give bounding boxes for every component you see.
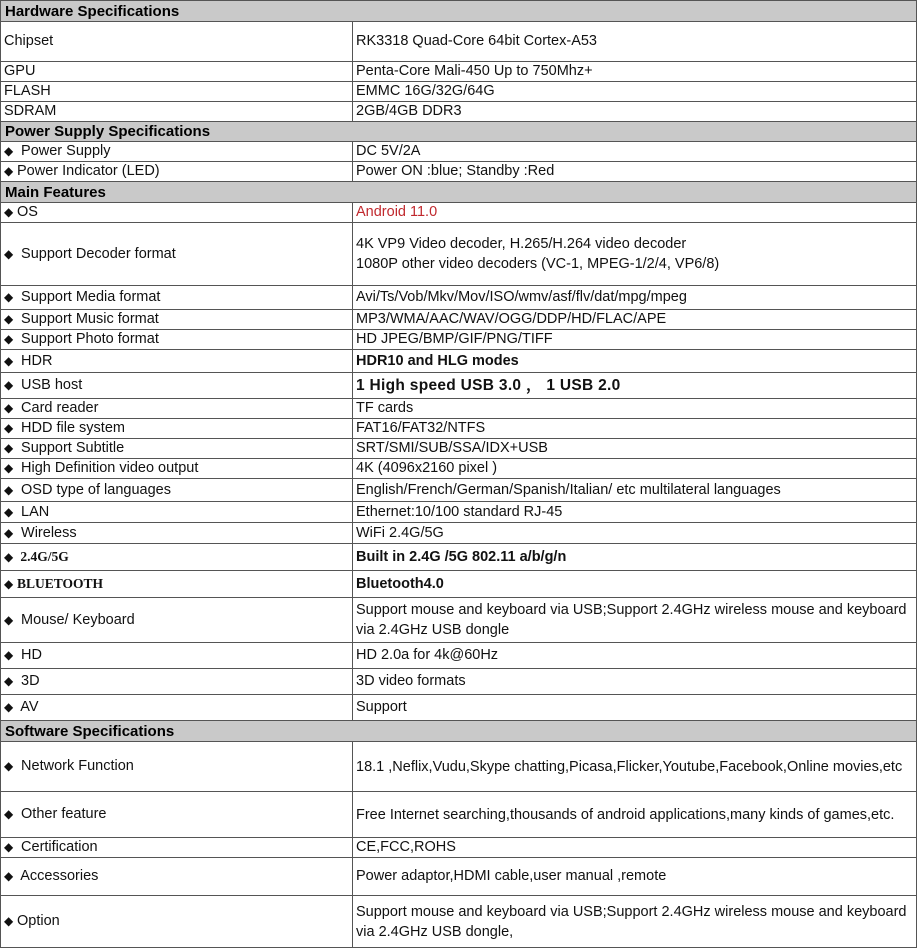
spec-row-other-feature xyxy=(1,792,917,838)
bullet-diamond-icon: ◆ xyxy=(4,550,14,564)
spec-label: SDRAM xyxy=(1,102,353,122)
spec-row-power-supply xyxy=(1,142,917,162)
bullet-diamond-icon: ◆ xyxy=(4,840,14,854)
spec-value: HD 2.0a for 4k@60Hz xyxy=(353,643,917,669)
bullet-diamond-icon: ◆ xyxy=(4,525,14,540)
spec-value: DC 5V/2A xyxy=(353,142,917,162)
bullet-diamond-icon: ◆ xyxy=(4,674,14,688)
spec-label: Network Function xyxy=(17,758,134,774)
spec-label: Accessories xyxy=(17,868,99,884)
spec-row-wifi-bands xyxy=(1,544,917,571)
bullet-diamond-icon: ◆ xyxy=(4,700,14,714)
spec-row-sdram xyxy=(1,102,917,122)
bullet-diamond-icon: ◆ xyxy=(4,401,14,415)
spec-label: Support Decoder format xyxy=(17,245,176,262)
spec-row-gpu xyxy=(1,62,917,82)
spec-label: Support Music format xyxy=(17,311,159,327)
bullet-diamond-icon: ◆ xyxy=(4,648,14,662)
spec-value: EMMC 16G/32G/64G xyxy=(353,82,917,102)
bullet-diamond-icon: ◆ xyxy=(4,441,14,455)
spec-value: Power adaptor,HDMI cable,user manual ,remote xyxy=(353,858,917,896)
bullet-diamond-icon: ◆ xyxy=(4,914,14,928)
bullet-diamond-icon: ◆ xyxy=(4,205,14,219)
spec-row-media-format xyxy=(1,286,917,310)
spec-row-hdr xyxy=(1,350,917,373)
spec-value: Support xyxy=(353,695,917,721)
spec-value: Avi/Ts/Vob/Mkv/Mov/ISO/wmv/asf/flv/dat/mpg/mpeg xyxy=(353,286,917,310)
spec-label: Other feature xyxy=(17,806,107,822)
spec-row-decoder xyxy=(1,223,917,286)
spec-label: Power Supply xyxy=(17,143,111,159)
spec-label: Wireless xyxy=(17,524,77,541)
spec-row-lan xyxy=(1,502,917,523)
spec-label: HD xyxy=(17,647,42,663)
spec-row-bluetooth xyxy=(1,571,917,598)
spec-value: 4K (4096x2160 pixel ) xyxy=(353,459,917,479)
spec-label: Certification xyxy=(17,839,98,855)
spec-row-option xyxy=(1,896,917,948)
spec-label: BLUETOOTH xyxy=(17,576,104,591)
spec-row-certification xyxy=(1,838,917,858)
section-title: Main Features xyxy=(1,182,917,203)
spec-value: 3D video formats xyxy=(353,669,917,695)
bullet-diamond-icon: ◆ xyxy=(4,164,14,178)
spec-value: Power ON :blue; Standby :Red xyxy=(353,162,917,182)
spec-row-video-output xyxy=(1,459,917,479)
spec-label: Support Subtitle xyxy=(17,440,125,456)
bullet-diamond-icon: ◆ xyxy=(4,482,14,497)
spec-value: Android 11.0 xyxy=(353,203,917,223)
spec-label: Mouse/ Keyboard xyxy=(17,611,135,628)
spec-row-mouse-keyboard xyxy=(1,598,917,643)
spec-value: MP3/WMA/AAC/WAV/OGG/DDP/HD/FLAC/APE xyxy=(353,310,917,330)
spec-value: HDR10 and HLG modes xyxy=(353,350,917,373)
bullet-diamond-icon: ◆ xyxy=(4,144,14,158)
section-features xyxy=(1,182,917,203)
section-software xyxy=(1,721,917,742)
spec-value: Ethernet:10/100 standard RJ-45 xyxy=(353,502,917,523)
spec-label: FLASH xyxy=(1,82,353,102)
section-title: Hardware Specifications xyxy=(1,1,917,22)
spec-value-line-2: 1080P other video decoders (VC-1, MPEG-1/2/4, VP6/8) xyxy=(356,256,720,272)
section-title: Software Specifications xyxy=(1,721,917,742)
bullet-diamond-icon: ◆ xyxy=(4,290,14,304)
bullet-diamond-icon: ◆ xyxy=(4,421,14,435)
spec-row-hdd-file-system xyxy=(1,419,917,439)
spec-row-flash xyxy=(1,82,917,102)
spec-label: HDD file system xyxy=(17,420,125,436)
spec-value: CE,FCC,ROHS xyxy=(353,838,917,858)
spec-row-power-indicator xyxy=(1,162,917,182)
spec-value: English/French/German/Spanish/Italian/ etc multilateral languages xyxy=(353,479,917,502)
spec-label: OS xyxy=(17,204,38,220)
spec-row-photo-format xyxy=(1,330,917,350)
spec-row-wireless xyxy=(1,523,917,544)
spec-value: TF cards xyxy=(353,399,917,419)
bullet-diamond-icon: ◆ xyxy=(4,612,14,627)
spec-row-av xyxy=(1,695,917,721)
spec-label: 2.4G/5G xyxy=(17,549,69,564)
spec-row-os xyxy=(1,203,917,223)
spec-row-card-reader xyxy=(1,399,917,419)
bullet-diamond-icon: ◆ xyxy=(4,353,14,368)
spec-row-network-function xyxy=(1,742,917,792)
spec-value: RK3318 Quad-Core 64bit Cortex-A53 xyxy=(353,22,917,62)
spec-value: FAT16/FAT32/NTFS xyxy=(353,419,917,439)
bullet-diamond-icon: ◆ xyxy=(4,807,14,821)
spec-row-hd xyxy=(1,643,917,669)
spec-value: Free Internet searching,thousands of android applications,many kinds of games,etc. xyxy=(353,792,917,838)
bullet-diamond-icon: ◆ xyxy=(4,869,14,883)
spec-label: OSD type of languages xyxy=(17,481,171,498)
bullet-diamond-icon: ◆ xyxy=(4,504,14,519)
spec-label: Option xyxy=(17,913,60,929)
spec-value: HD JPEG/BMP/GIF/PNG/TIFF xyxy=(353,330,917,350)
spec-label: HDR xyxy=(17,352,53,369)
spec-label: Power Indicator (LED) xyxy=(17,163,160,179)
spec-label: 3D xyxy=(17,673,40,689)
spec-value: 2GB/4GB DDR3 xyxy=(353,102,917,122)
bullet-diamond-icon: ◆ xyxy=(4,577,14,591)
spec-row-music-format xyxy=(1,310,917,330)
spec-row-subtitle xyxy=(1,439,917,459)
spec-label: Card reader xyxy=(17,400,99,416)
spec-row-accessories xyxy=(1,858,917,896)
spec-value: WiFi 2.4G/5G xyxy=(353,523,917,544)
spec-label: USB host xyxy=(17,377,83,393)
spec-row-usb-host xyxy=(1,373,917,399)
spec-value: Built in 2.4G /5G 802.11 a/b/g/n xyxy=(353,544,917,571)
spec-row-osd-languages xyxy=(1,479,917,502)
bullet-diamond-icon: ◆ xyxy=(4,759,14,773)
spec-value: 18.1 ,Neflix,Vudu,Skype chatting,Picasa,Flicker,Youtube,Facebook,Online movies,etc xyxy=(353,742,917,792)
spec-value: Bluetooth4.0 xyxy=(353,571,917,598)
spec-label: High Definition video output xyxy=(17,460,199,476)
spec-label: LAN xyxy=(17,503,50,520)
spec-label: Support Photo format xyxy=(17,331,159,347)
spec-value: 1 High speed USB 3.0 ， 1 USB 2.0 xyxy=(353,373,917,399)
spec-label: GPU xyxy=(1,62,353,82)
spec-value: Support mouse and keyboard via USB;Support 2.4GHz wireless mouse and keyboard via 2.4GHz USB dongle xyxy=(353,598,917,643)
spec-label: Support Media format xyxy=(17,289,161,305)
spec-row-3d xyxy=(1,669,917,695)
bullet-diamond-icon: ◆ xyxy=(4,378,14,392)
bullet-diamond-icon: ◆ xyxy=(4,246,14,261)
bullet-diamond-icon: ◆ xyxy=(4,332,14,346)
bullet-diamond-icon: ◆ xyxy=(4,461,14,475)
spec-label: AV xyxy=(17,699,39,715)
spec-value: Support mouse and keyboard via USB;Support 2.4GHz wireless mouse and keyboard via 2.4GHz USB dongle, xyxy=(353,896,917,948)
section-power xyxy=(1,122,917,142)
section-hardware xyxy=(1,1,917,22)
spec-value: SRT/SMI/SUB/SSA/IDX+USB xyxy=(353,439,917,459)
spec-value: 4K VP9 Video decoder, H.265/H.264 video decoder xyxy=(356,236,687,252)
section-title: Power Supply Specifications xyxy=(1,122,917,142)
spec-value: Penta-Core Mali-450 Up to 750Mhz+ xyxy=(353,62,917,82)
spec-row-chipset xyxy=(1,22,917,62)
spec-label: Chipset xyxy=(1,22,353,62)
bullet-diamond-icon: ◆ xyxy=(4,312,14,326)
